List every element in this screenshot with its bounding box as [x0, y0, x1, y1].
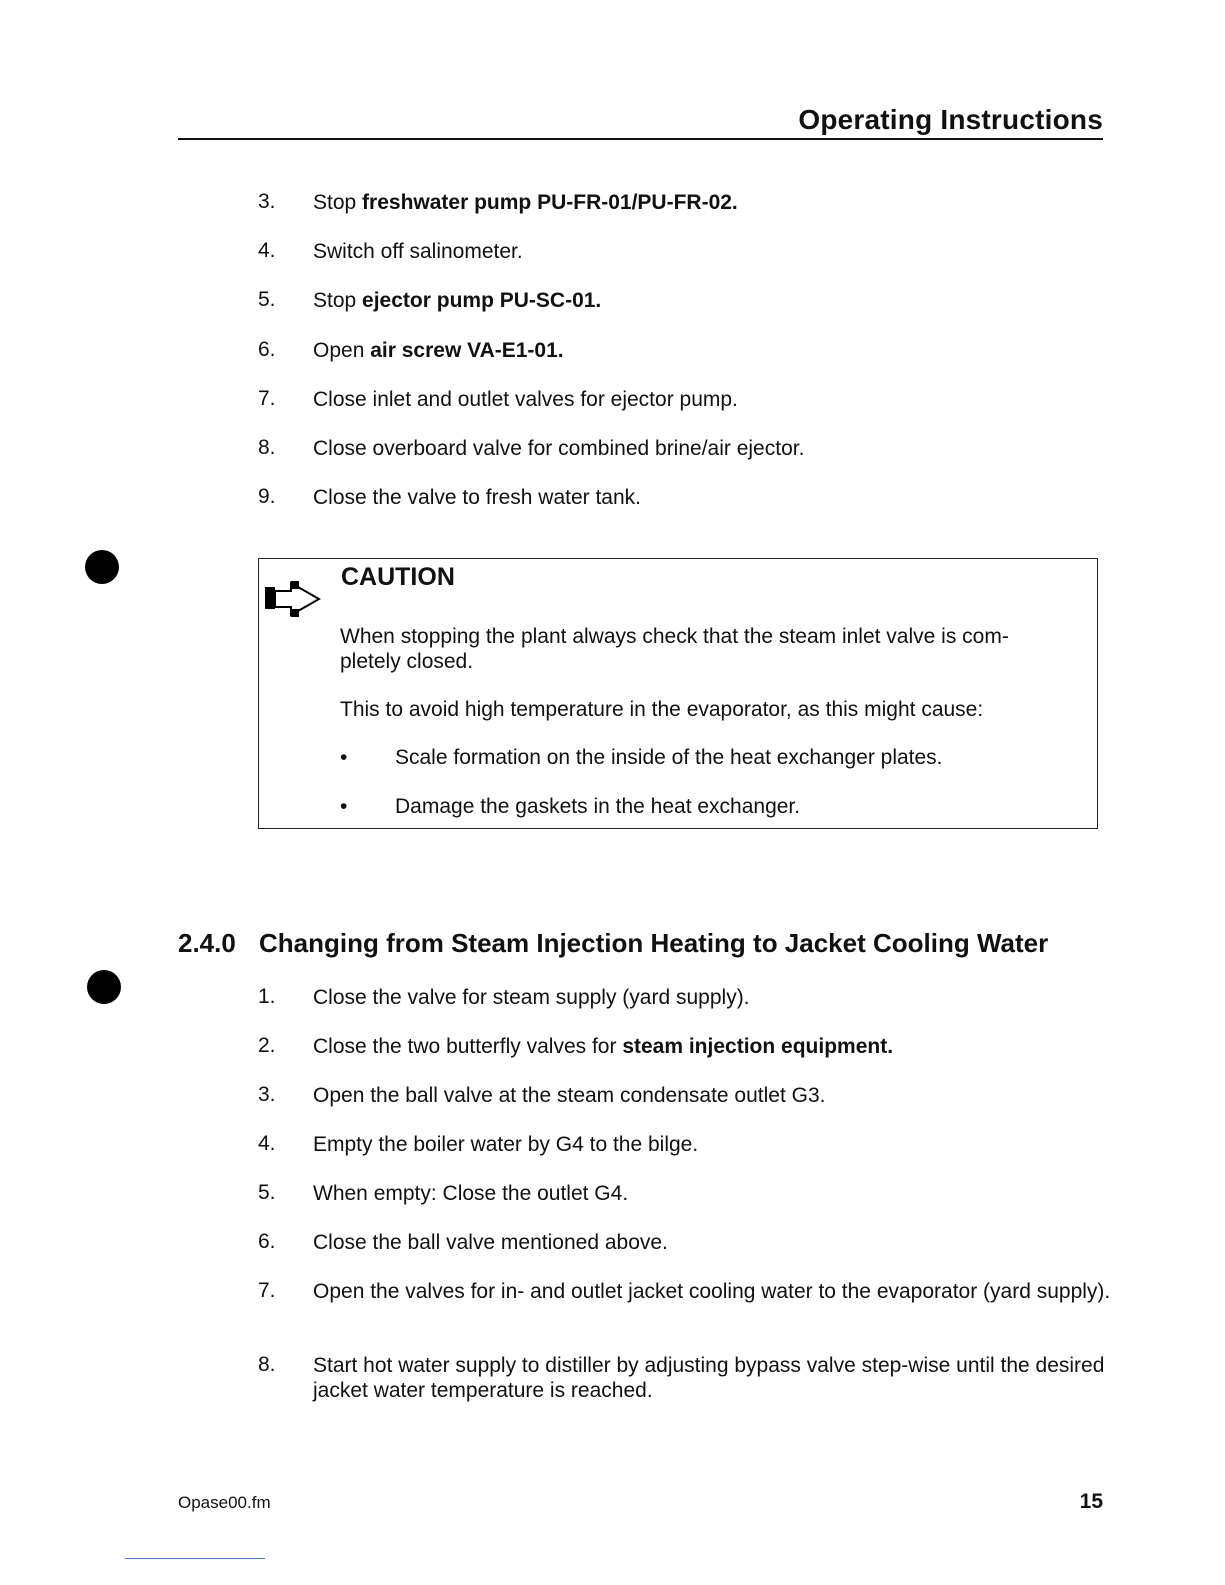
step-text: Stop freshwater pump PU-FR-01/PU-FR-02. — [313, 191, 738, 214]
step-text: Switch off salinometer. — [313, 240, 523, 263]
bullet-text: Damage the gaskets in the heat exchanger. — [395, 795, 801, 818]
step-number: 5. — [258, 1181, 276, 1204]
step-number: 1. — [258, 985, 276, 1008]
step-number: 6. — [258, 1230, 276, 1253]
step-text: Start hot water supply to distiller by adjusting bypass valve step-wise until the desired jacket water temperature is reached. — [313, 1354, 1105, 1402]
step-number: 4. — [258, 239, 276, 262]
step-text: Close the two butterfly valves for steam injection equipment. — [313, 1035, 894, 1058]
step-number: 4. — [258, 1132, 276, 1155]
bullet-marker: • — [340, 746, 348, 769]
step-number: 7. — [258, 387, 276, 410]
caution-paragraph: This to avoid high temperature in the evaporator, as this might cause: — [340, 698, 984, 721]
step-text: Empty the boiler water by G4 to the bilge. — [313, 1133, 699, 1156]
step-number: 9. — [258, 485, 276, 508]
step-text: Close the ball valve mentioned above. — [313, 1231, 668, 1254]
step-text: Close the valve for steam supply (yard supply). — [313, 986, 750, 1009]
hand-pointer-icon — [263, 573, 329, 625]
page-header-title: Operating Instructions — [798, 104, 1103, 135]
step-number: 3. — [258, 1083, 276, 1106]
step-number: 6. — [258, 338, 276, 361]
section-title: Changing from Steam Injection Heating to Jacket Cooling Water — [259, 928, 1049, 958]
caution-box — [258, 558, 1098, 829]
page-number: 15 — [1079, 1490, 1103, 1513]
step-number: 2. — [258, 1034, 276, 1057]
section-number: 2.4.0 — [178, 928, 236, 958]
bullet-marker: • — [340, 795, 348, 818]
step-number: 5. — [258, 288, 276, 311]
step-text: Close overboard valve for combined brine/air ejector. — [313, 437, 805, 460]
header-rule — [178, 138, 1103, 140]
step-text: Open air screw VA-E1-01. — [313, 339, 564, 362]
step-text: Close inlet and outlet valves for ejector pump. — [313, 388, 738, 411]
step-text: Open the ball valve at the steam condensate outlet G3. — [313, 1084, 826, 1107]
punch-hole — [85, 550, 119, 584]
bullet-text: Scale formation on the inside of the heat exchanger plates. — [395, 746, 943, 769]
step-text: Close the valve to fresh water tank. — [313, 486, 641, 509]
step-text: Open the valves for in- and outlet jacket cooling water to the evaporator (yard supply). — [313, 1280, 1111, 1303]
step-number: 7. — [258, 1279, 276, 1302]
scan-edge-line — [125, 1558, 265, 1559]
caution-paragraph: When stopping the plant always check that the steam inlet valve is com- pletely closed. — [340, 625, 1009, 673]
step-number: 8. — [258, 436, 276, 459]
step-number: 8. — [258, 1353, 276, 1376]
step-text: Stop ejector pump PU-SC-01. — [313, 289, 602, 312]
caution-title: CAUTION — [341, 563, 455, 591]
step-number: 3. — [258, 190, 276, 213]
step-text: When empty: Close the outlet G4. — [313, 1182, 629, 1205]
footer-filename: Opase00.fm — [178, 1493, 271, 1512]
punch-hole — [87, 970, 121, 1004]
